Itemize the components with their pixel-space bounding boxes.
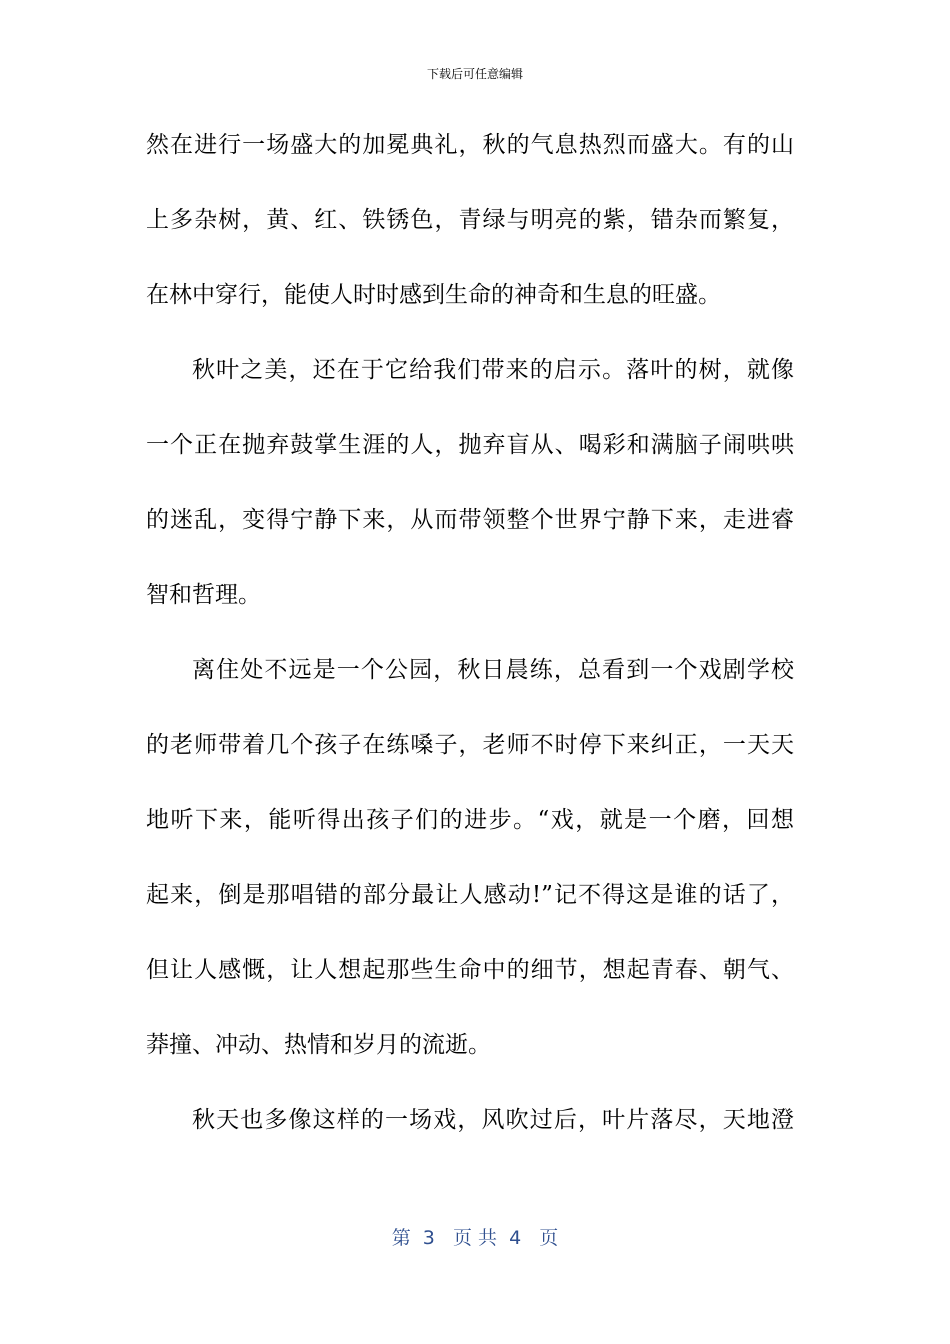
text-line: 秋天也多像这样的一场戏，风吹过后，叶片落尽，天地澄 (192, 1107, 794, 1133)
text-line: 的老师带着几个孩子在练嗓子，老师不时停下来纠正，一天天 (146, 732, 794, 758)
text-line: 在林中穿行，能使人时时感到生命的神奇和生息的旺盛。 (146, 282, 721, 308)
text-line: 但让人感慨，让人想起那些生命中的细节，想起青春、朝气、 (146, 957, 794, 983)
page-number-footer: 第 3 页 共 4 页 (391, 1227, 559, 1249)
text-line: 一个正在抛弃鼓掌生涯的人，抛弃盲从、喝彩和满脑子闹哄哄 (146, 432, 794, 458)
text-line: 上多杂树，黄、红、铁锈色，青绿与明亮的紫，错杂而繁复， (146, 207, 794, 233)
text-line: 然在进行一场盛大的加冕典礼，秋的气息热烈而盛大。有的山 (146, 132, 794, 158)
page-header: 下载后可任意编辑 (426, 67, 523, 81)
text-line: 起来，倒是那唱错的部分最让人感动!”记不得这是谁的话了， (146, 882, 794, 908)
text-line: 离住处不远是一个公园，秋日晨练，总看到一个戏剧学校 (192, 657, 794, 683)
text-line: 秋叶之美，还在于它给我们带来的启示。落叶的树，就像 (192, 357, 794, 383)
text-line: 莽撞、冲动、热情和岁月的流逝。 (146, 1032, 491, 1058)
document-body (146, 118, 794, 1168)
text-line: 智和哲理。 (146, 582, 261, 608)
text-line: 的迷乱，变得宁静下来，从而带领整个世界宁静下来，走进睿 (146, 507, 794, 533)
text-line: 地听下来，能听得出孩子们的进步。“戏，就是一个磨，回想 (146, 807, 794, 833)
